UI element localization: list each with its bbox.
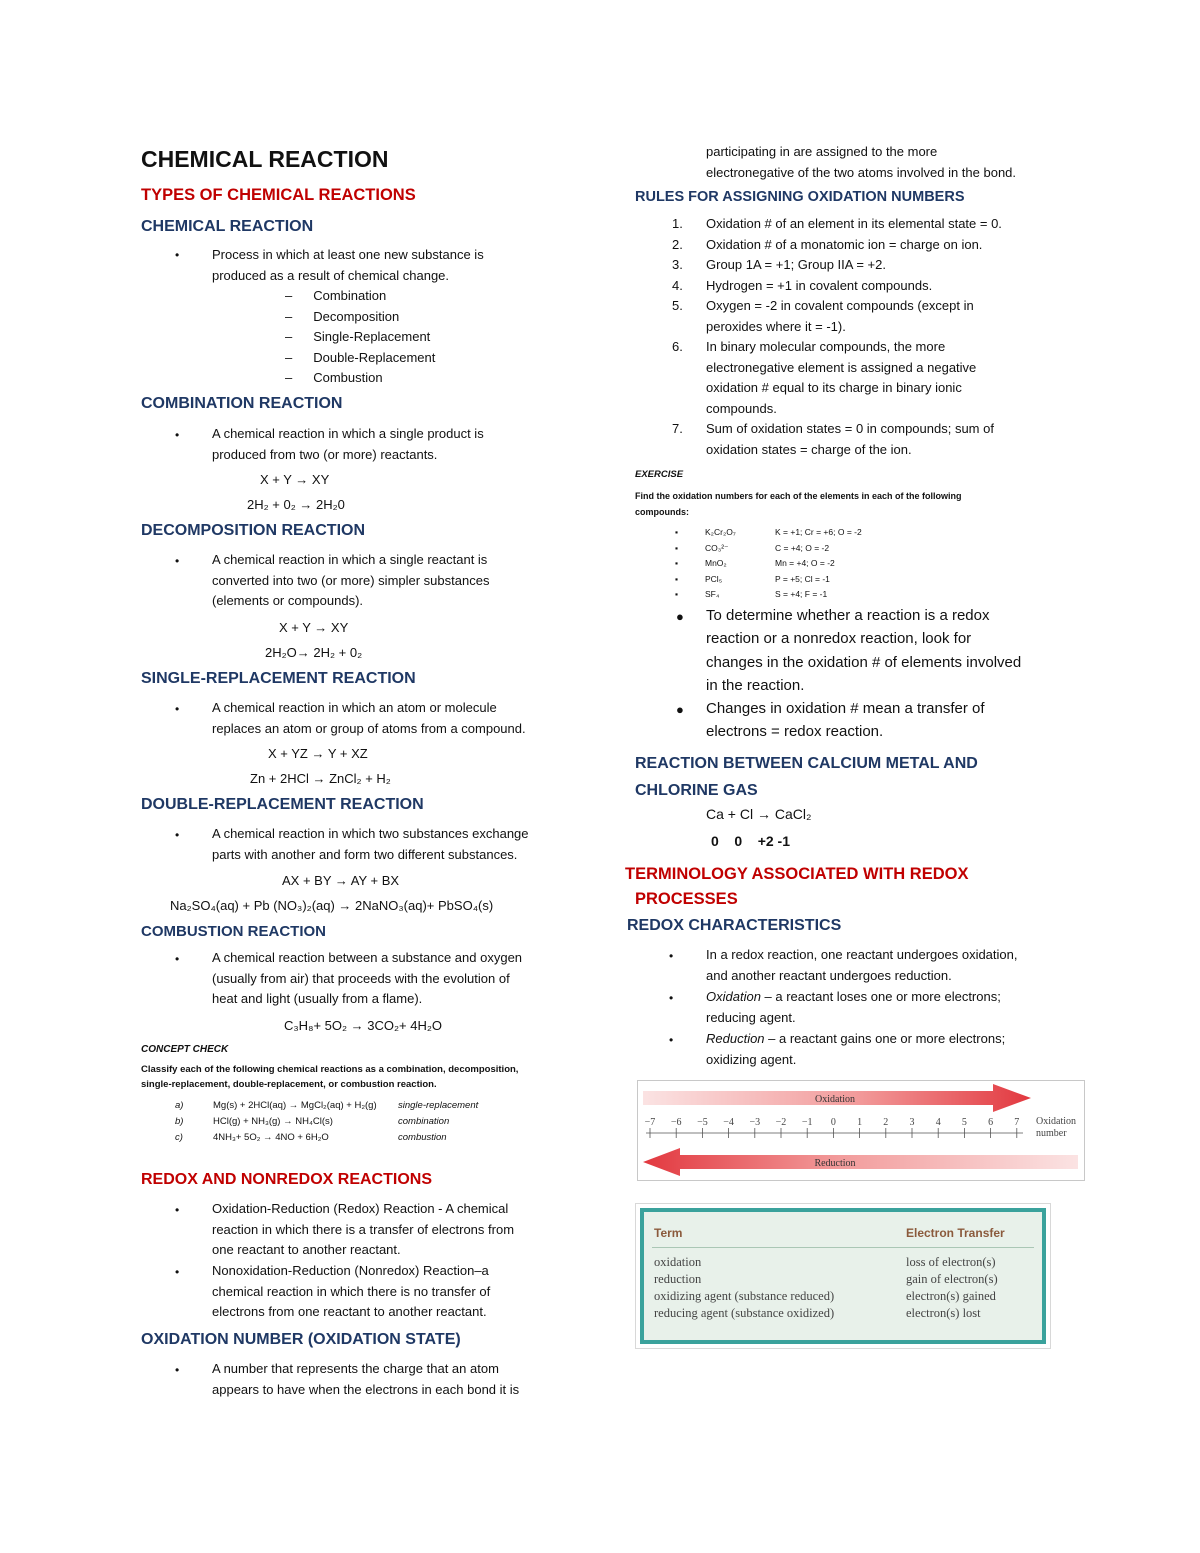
redox-change-note: Changes in oxidation # mean a transfer of electrons = redox reaction. [706,700,985,741]
tick-label: −5 [697,1117,708,1128]
concept-check-heading: CONCEPT CHECK [141,1044,229,1055]
tick-label: −7 [644,1117,656,1128]
bullet: • [175,828,180,842]
double-replacement-eq: Na₂SO₄(aq) + Pb (NO₃)₂(aq) → 2NaNO₃(aq)+ PbSO₄(s) [170,898,494,913]
types-heading: TYPES OF CHEMICAL REACTIONS [141,186,416,204]
bullet: ● [676,702,684,717]
table-row: oxidizing agent (substance reduced) electron(s) gained [654,1289,996,1303]
axis-label: Oxidation [1036,1116,1076,1127]
decomposition-def: A chemical reaction in which a single reactant is converted into two (or more) simpler substances (elements or compounds). [212,552,490,608]
tick-label: 6 [988,1117,994,1128]
list-item: c) 4NH₃+ 5O₂ → 4NO + 6H₂O combustion [175,1132,447,1143]
bullet: ● [676,609,684,624]
bullet: • [669,991,674,1005]
redox-characteristic: In a redox reaction, one reactant undergoes oxidation, and another reactant undergoes reduction. [706,947,1018,983]
concept-check-instructions: Classify each of the following chemical reactions as a combination, decomposition, single-replacement, double-replacement, or combustion reaction. [141,1064,519,1090]
reduction-label: Reduction [814,1158,856,1169]
list-item: ▪ PCl₅ P = +5; Cl = -1 [675,573,830,584]
rules-heading: RULES FOR ASSIGNING OXIDATION NUMBERS [635,189,965,205]
double-replacement-eq: AX + BY → AY + BX [282,873,400,888]
decomposition-eq: X + Y → XY [279,620,349,635]
column-header-term: Term [654,1226,683,1240]
chem-def: Process in which at least one new substance is produced as a result of chemical change. [212,247,484,283]
list-item: ▪ CO₃²⁻ C = +4; O = -2 [675,542,830,553]
bullet: • [175,1363,180,1377]
combination-heading: COMBINATION REACTION [141,395,343,412]
redox-characteristic: Reduction – a reactant gains one or more electrons; oxidizing agent. [706,1031,1006,1067]
list-item: b) HCl(g) + NH₃(g) → NH₄Cl(s) combination [175,1116,450,1127]
tick-label: −3 [749,1117,761,1128]
bullet: • [175,554,180,568]
terminology-table [644,1212,1042,1340]
single-replacement-eq: X + YZ → Y + XZ [268,746,368,761]
bullet: • [175,248,180,262]
tick-label: 7 [1014,1117,1020,1128]
tick-label: 0 [830,1117,836,1128]
oxidation-number-heading: OXIDATION NUMBER (OXIDATION STATE) [141,1331,461,1348]
list-item: 4. Hydrogen = +1 in covalent compounds. [672,277,933,293]
page-title: CHEMICAL REACTION [141,146,389,172]
exercise-list [675,525,915,603]
list-item: 3. Group 1A = +1; Group IIA = +2. [672,257,886,272]
tick-label: 4 [935,1117,941,1128]
redox-characteristic: Oxidation – a reactant loses one or more electrons; reducing agent. [706,989,1001,1025]
list-item: 5. Oxygen = -2 in covalent compounds (except in peroxides where it = -1). [672,298,974,334]
bullet: • [669,949,674,963]
column-header-electron-transfer: Electron Transfer [906,1226,1005,1240]
list-item: 6. In binary molecular compounds, the more electronegative element is assigned a negative oxidation # equal to its charge in binary ionic compounds. [672,339,977,416]
type-dash-list [285,286,435,389]
list-item: 2. Oxidation # of a monatomic ion = charge on ion. [672,236,983,252]
combination-def: A chemical reaction in which a single product is produced from two (or more) reactants. [212,426,484,462]
oxidation-number-def-continued: participating in are assigned to the more electronegative of the two atoms involved in the bond. [706,144,1017,180]
list-item: 1. Oxidation # of an element in its elemental state = 0. [672,216,1002,231]
single-replacement-eq: Zn + 2HCl → ZnCl₂ + H₂ [250,771,391,786]
exercise-instructions: Find the oxidation numbers for each of the elements in each of the following compounds: [635,491,962,517]
axis-label: number [1036,1128,1067,1139]
calcium-oxidation-states: 0 0 +2 -1 [711,833,790,849]
list-item: ▪ SF₄ S = +4; F = -1 [675,589,828,599]
list-item: – Double-Replacement [285,349,436,365]
oxidation-number-def: A number that represents the charge that an atom appears to have when the electrons in each bond it is [212,1361,520,1397]
list-item: – Combination [285,288,387,303]
nonredox-def: Nonoxidation-Reduction (Nonredox) Reaction–a chemical reaction in which there is no transfer of electrons from one reactant to another reactant. [212,1263,491,1319]
bullet: • [669,1033,674,1047]
table-row: reducing agent (substance oxidized) electron(s) lost [654,1306,981,1320]
list-item: 7. Sum of oxidation states = 0 in compounds; sum of oxidation states = charge of the ion. [672,421,994,457]
combustion-eq: C₃H₈+ 5O₂ → 3CO₂+ 4H₂O [284,1018,443,1033]
bullet: • [175,428,180,442]
calcium-eq: Ca + Cl → CaCl₂ [706,806,812,822]
combustion-heading: COMBUSTION REACTION [141,923,326,940]
bullet: • [175,1265,180,1279]
list-item: – Combustion [285,370,383,385]
combustion-def: A chemical reaction between a substance and oxygen (usually from air) that proceeds with the evolution of heat and light (usually from a flame). [212,950,523,1006]
tick-label: 5 [961,1117,967,1128]
list-item: ▪ MnO₂ Mn = +4; O = -2 [675,558,835,568]
tick-label: −1 [801,1117,813,1128]
tick-label: −6 [670,1117,682,1128]
list-item: – Decomposition [285,308,400,324]
table-row: oxidation loss of electron(s) [654,1255,996,1269]
redox-def: Oxidation-Reduction (Redox) Reaction - A chemical reaction in which there is a transfer of electrons from one reactant to another reactant. [212,1201,515,1257]
tick-label: −2 [775,1117,787,1128]
list-item: – Single-Replacement [285,329,431,344]
redox-determine-note: To determine whether a reaction is a redox reaction or a nonredox reaction, look for changes in the oxidation # of elements involved in the reaction. [706,607,1022,694]
single-replacement-heading: SINGLE-REPLACEMENT REACTION [141,670,416,687]
tick-label: 1 [857,1117,863,1128]
decomposition-heading: DECOMPOSITION REACTION [141,522,366,539]
calcium-heading: REACTION BETWEEN CALCIUM METAL AND CHLORINE GAS [635,755,978,799]
oxidation-label: Oxidation [815,1094,855,1105]
combination-eq: 2H₂ + 0₂ → 2H₂0 [247,497,345,512]
bullet: • [175,1203,180,1217]
combination-eq: X + Y → XY [260,472,330,487]
terminology-table-figure [635,1203,1051,1349]
double-replacement-heading: DOUBLE-REPLACEMENT REACTION [141,796,424,813]
decomposition-eq: 2H₂O→ 2H₂ + 0₂ [265,645,363,660]
tick-label: 2 [883,1117,889,1128]
oxidation-number-diagram [638,1081,1084,1180]
list-item: a) Mg(s) + 2HCl(aq) → MgCl₂(aq) + H₂(g) single-replacement [175,1100,479,1111]
table-row: reduction gain of electron(s) [654,1272,998,1286]
terminology-heading: TERMINOLOGY ASSOCIATED WITH REDOX PROCESSES [625,865,969,908]
single-replacement-def: A chemical reaction in which an atom or molecule replaces an atom or group of atoms from a compound. [212,700,526,736]
redox-heading: REDOX AND NONREDOX REACTIONS [141,1171,432,1188]
list-item: ▪ K₂Cr₂O₇ K = +1; Cr = +6; O = -2 [675,527,862,537]
reduction-arrow [643,1148,1078,1176]
exercise-heading: EXERCISE [635,469,684,480]
concept-check-list [175,1098,535,1146]
rules-list [672,214,1002,460]
chem-heading: CHEMICAL REACTION [141,218,314,235]
tick-label: −4 [723,1117,734,1128]
oxidation-number-figure [637,1080,1085,1181]
redox-characteristics-heading: REDOX CHARACTERISTICS [627,917,842,934]
double-replacement-def: A chemical reaction in which two substances exchange parts with another and form two different substances. [212,826,529,862]
bullet: • [175,702,180,716]
bullet: • [175,952,180,966]
tick-label: 3 [909,1117,915,1128]
